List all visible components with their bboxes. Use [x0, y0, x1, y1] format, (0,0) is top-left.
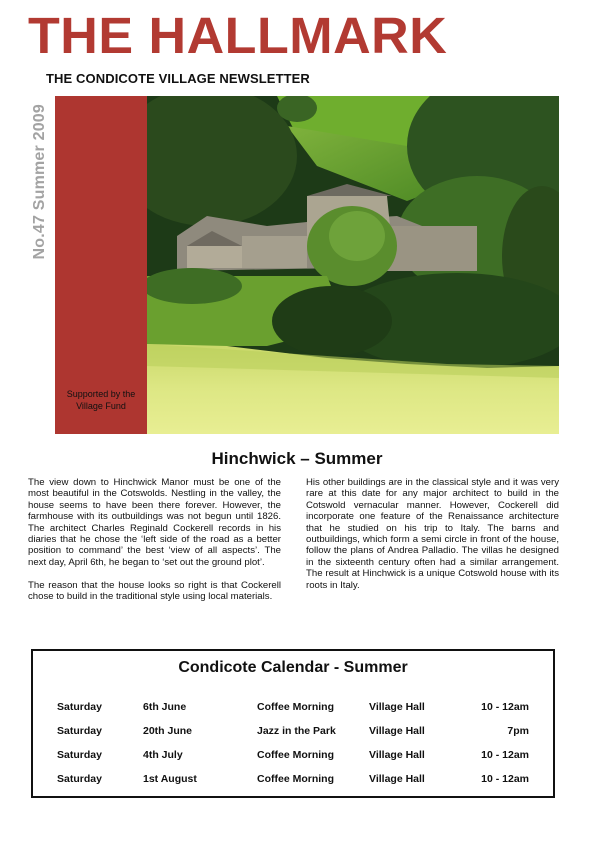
calendar-day: Saturday — [57, 749, 102, 761]
calendar-place: Village Hall — [369, 749, 425, 761]
article-paragraph: The view down to Hinchwick Manor must be one of the most beautiful in the Cotswolds. Nestling in the valley, the house seems to have been there forever. However, the farmhouse with its outbuildings was not begun until 1826. The architect Charles Reginald Cockerell records in his diaries that he chose the ‘left side of the road as a better position to command’ the best ‘view of all aspects’. The next day, April 6th, he began to ‘set out the ground plot’. — [28, 477, 281, 568]
issue-label — [28, 96, 52, 268]
supported-by-text: Supported by the Village Fund — [66, 389, 136, 411]
calendar-time: 7pm — [507, 725, 529, 737]
calendar-date: 6th June — [143, 701, 187, 713]
calendar-day: Saturday — [57, 701, 102, 713]
calendar-title: Condicote Calendar - Summer — [178, 659, 408, 676]
issue-text: No.47 Summer 2009 — [31, 104, 48, 260]
calendar-event: Coffee Morning — [257, 701, 334, 713]
calendar-time: 10 - 12am — [481, 749, 529, 761]
calendar-row — [33, 773, 553, 787]
calendar-date: 4th July — [143, 749, 183, 761]
calendar-time: 10 - 12am — [481, 701, 529, 713]
calendar-date: 20th June — [143, 725, 193, 737]
calendar-day: Saturday — [57, 773, 102, 785]
article-headline: Hinchwick – Summer — [211, 449, 383, 468]
calendar-event: Coffee Morning — [257, 773, 334, 785]
calendar-place: Village Hall — [369, 773, 425, 785]
newsletter-subtitle: THE CONDICOTE VILLAGE NEWSLETTER — [46, 71, 310, 86]
calendar-row — [33, 701, 553, 715]
calendar-date: 1st August — [143, 773, 197, 785]
calendar-event: Jazz in the Park — [257, 725, 336, 737]
article-paragraph: His other buildings are in the classical style and it was very rare at this date for any major architect to build in the Cotswold vernacular manner. However, Cockerell did incorporate one feature of the Renaissance architecture that he studied on his trip to Italy. The barns and outbuildings, which form a semi circle in front of the house, follow the plans of Andrea Palladio. The villas he designed in the sixteenth century often had a similar arrangement. The result at Hinchwick is a unique Cotswold house with its roots in Italy. — [306, 477, 559, 591]
calendar-time: 10 - 12am — [481, 773, 529, 785]
calendar-place: Village Hall — [369, 725, 425, 737]
article-column-right — [306, 477, 559, 602]
calendar-place: Village Hall — [369, 701, 425, 713]
hinchwick-manor-photo — [147, 96, 559, 434]
calendar-day: Saturday — [57, 725, 102, 737]
red-sidebar-band — [55, 96, 147, 434]
article-paragraph: The reason that the house looks so right is that Cockerell chose to build in the traditional style using local materials. — [28, 579, 281, 603]
village-calendar — [31, 649, 555, 798]
calendar-event: Coffee Morning — [257, 749, 334, 761]
supported-by-note — [55, 388, 147, 412]
article-column-left — [28, 477, 281, 614]
calendar-row — [33, 749, 553, 763]
newsletter-masthead: THE HALLMARK — [28, 7, 448, 64]
calendar-row — [33, 725, 553, 739]
